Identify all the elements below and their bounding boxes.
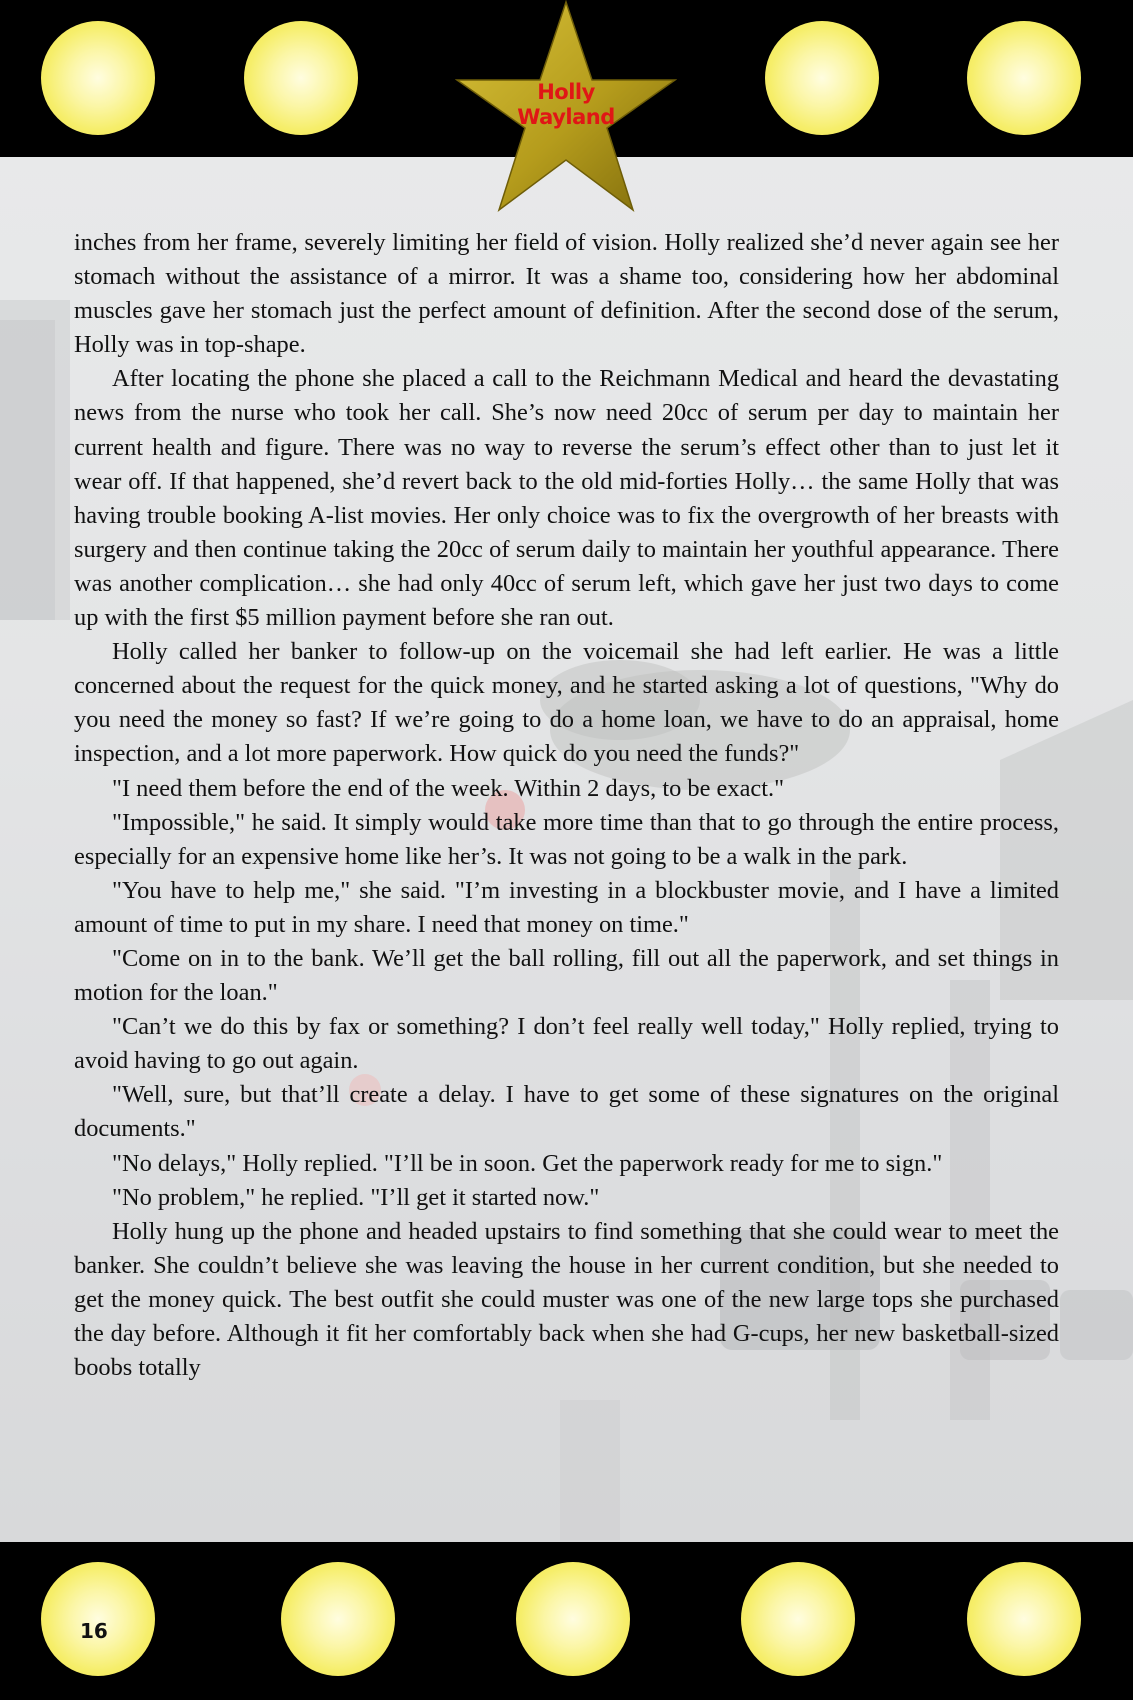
marquee-light bbox=[281, 1562, 395, 1676]
paragraph: Holly called her banker to follow-up on the voicemail she had left earlier. He was a little concerned about the request for the quick money, and he started asking a lot of questions, "Why do you need the money so fast? If we’re going to do a home loan, we have to do an appraisal, home inspection, and a lot more paperwork. How quick do you need the funds?" bbox=[74, 638, 1059, 768]
paragraph: Holly hung up the phone and headed upstairs to find something that she could wear to meet the banker. She couldn’t believe she was leaving the house in her current condition, but she needed to get the money quick. The best outfit she could muster was one of the new large tops she purchased the day before. Although it fit her comfortably back when she had G-cups, her new basketball-sized boobs totally bbox=[74, 1217, 1059, 1382]
marquee-light bbox=[967, 1562, 1081, 1676]
paragraph: "You have to help me," she said. "I’m investing in a blockbuster movie, and I have a limited amount of time to put in my share. I need that money on time." bbox=[74, 876, 1059, 938]
paragraph: "Well, sure, but that’ll create a delay. I have to get some of these signatures on the original documents." bbox=[74, 1081, 1059, 1143]
paragraph: "Impossible," he said. It simply would take more time than that to go through the entire process, especially for an expensive home like her’s. It was not going to be a walk in the park. bbox=[74, 808, 1059, 870]
paragraph: "No delays," Holly replied. "I’ll be in soon. Get the paperwork ready for me to sign." bbox=[112, 1149, 943, 1177]
star-name-label: Holly Wayland bbox=[517, 80, 615, 129]
marquee-light bbox=[741, 1562, 855, 1676]
body-text bbox=[74, 226, 1059, 1385]
bottom-black-band bbox=[0, 1542, 1133, 1700]
paragraph: After locating the phone she placed a call to the Reichmann Medical and heard the devastating news from the nurse who took her call. She’s now need 20cc of serum per day to maintain her current health and figure. There was no way to reverse the serum’s effect other than to just let it wear off. If that happened, she’d revert back to the old mid-forties Holly… the same Holly that was having trouble booking A-list movies. Her only choice was to fix the overgrowth of her breasts with surgery and then continue taking the 20cc of serum daily to maintain her youthful appearance. There was another complication… she had only 40cc of serum left, which gave her just two days to come up with the first $5 million payment before she ran out. bbox=[74, 365, 1059, 632]
marquee-light bbox=[765, 21, 879, 135]
marquee-light bbox=[41, 21, 155, 135]
marquee-light bbox=[516, 1562, 630, 1676]
paragraph: "Can’t we do this by fax or something? I don’t feel really well today," Holly replied, trying to avoid having to go out again. bbox=[74, 1013, 1059, 1075]
paragraph: inches from her frame, severely limiting her field of vision. Holly realized she’d never again see her stomach without the assistance of a mirror. It was a shame too, considering how her abdominal muscles gave her stomach just the perfect amount of definition. After the second dose of the serum, Holly was in top-shape. bbox=[74, 229, 1059, 359]
paragraph: "I need them before the end of the week. Within 2 days, to be exact." bbox=[112, 774, 785, 802]
marquee-light bbox=[967, 21, 1081, 135]
paragraph: "Come on in to the bank. We’ll get the ball rolling, fill out all the paperwork, and set things in motion for the loan." bbox=[74, 944, 1059, 1007]
page-number: 16 bbox=[80, 1619, 108, 1643]
marquee-light bbox=[244, 21, 358, 135]
paragraph: "No problem," he replied. "I’ll get it started now." bbox=[112, 1183, 600, 1211]
